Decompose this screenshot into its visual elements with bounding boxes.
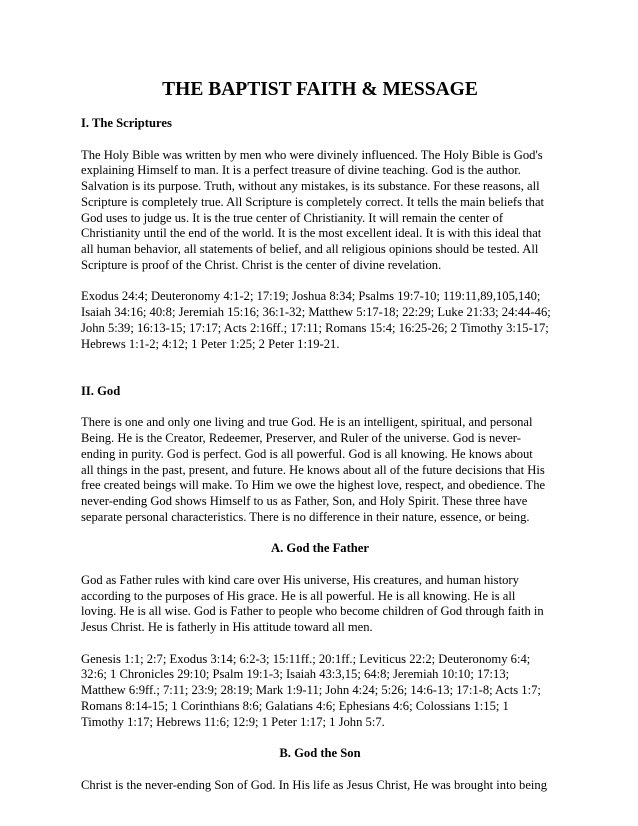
text-line: Timothy 1:17; Hebrews 11:6; 12:9; 1 Peter 1:17; 1 John 5:7. [81,714,385,729]
paragraph-god-the-father-body [81,573,559,636]
text-line: Exodus 24:4; Deuteronomy 4:1-2; 17:19; Joshua 8:34; Psalms 19:7-10; 119:11,89,105,140; [81,289,541,304]
text-line: John 5:39; 16:13-15; 17:17; Acts 2:16ff.; 17:11; Romans 15:4; 16:25-26; 2 Timothy 3:15-17; [81,320,549,335]
text-line: loving. He is all wise. God is Father to people who become children of God through faith in [81,604,544,619]
text-line: Scripture is completely true. All Scripture is completely correct. It tells the main beliefs that [81,194,545,209]
text-line: The Holy Bible was written by men who were divinely influenced. The Holy Bible is God's [81,147,543,162]
subsection-heading-god-the-father: A. God the Father [271,541,369,556]
text-line: Hebrews 1:1-2; 4:12; 1 Peter 1:25; 2 Peter 1:19-21. [81,336,340,351]
text-line: ending in purity. God is perfect. God is all powerful. God is all knowing. He knows about [81,446,533,461]
text-line: Salvation is its purpose. Truth, without any mistakes, is its substance. For these reasons, all [81,179,540,193]
text-line: separate personal characteristics. There is no difference in their nature, essence, or being. [81,509,530,524]
text-line: Scripture is proof of the Christ. Christ is the center of divine revelation. [81,257,442,272]
text-line: Genesis 1:1; 2:7; Exodus 3:14; 6:2-3; 15:11ff.; 20:1ff.; Leviticus 22:2; Deuteronomy 6:4; [81,651,531,666]
text-line: God as Father rules with kind care over His universe, His creatures, and human history [81,572,519,587]
text-line: Romans 8:14-15; 1 Corinthians 8:6; Galatians 4:6; Ephesians 4:6; Colossians 1:15; 1 [81,698,509,713]
text-line: never-ending God shows Himself to us as Father, Son, and Holy Spirit. These three have [81,494,528,508]
section-heading-scriptures: I. The Scriptures [81,116,172,130]
text-line: explaining Himself to man. It is a perfect treasure of divine teaching. God is the author. [81,163,521,178]
paragraph-scriptures-references [81,289,559,352]
paragraph-scriptures-body [81,148,559,274]
text-line: Jesus Christ. He is fatherly in His attitude toward all men. [81,620,373,634]
text-line: 32:6; 1 Chronicles 29:10; Psalm 19:1-3; Isaiah 43:3,15; 64:8; Jeremiah 10:10; 17:13; [81,667,510,682]
section-heading-god: II. God [81,383,121,398]
text-line: free created beings will make. To Him we owe the highest love, respect, and obedience. The [81,478,546,493]
text-line: Isaiah 34:16; 40:8; Jeremiah 15:16; 36:1-32; Matthew 5:17-18; 22:29; Luke 21:33; 24:44-46; [81,305,551,319]
text-line: all things in the past, present, and future. He knows about all of the future decisions that His [81,462,545,477]
text-line: Christianity until the end of the world. It is the most excellent ideal. It is with this ideal that [81,226,542,241]
paragraph-god-the-father-references [81,652,559,731]
paragraph-god-the-son-body [81,778,559,794]
text-line: God uses to judge us. It is the true center of Christianity. It will remain the center of [81,210,504,225]
text-line: Matthew 6:9ff.; 7:11; 23:9; 28:19; Mark 1:9-11; John 4:24; 5:26; 14:6-13; 17:1-8; Acts 1:7; [81,683,541,697]
document-page [81,78,559,793]
text-line: according to the purposes of His grace. He is all powerful. He is all knowing. He is all [81,588,516,603]
text-line: Being. He is the Creator, Redeemer, Preserver, and Ruler of the universe. God is never- [81,431,521,445]
text-line: all human behavior, all statements of belief, and all religious opinions should be tested. All [81,242,539,256]
paragraph-god-body [81,415,559,525]
text-line: Christ is the never-ending Son of God. In His life as Jesus Christ, He was brought into being [81,777,548,792]
subsection-heading-god-the-son: B. God the Son [279,746,361,760]
text-line: There is one and only one living and true God. He is an intelligent, spiritual, and personal [81,415,533,430]
document-title: THE BAPTIST FAITH & MESSAGE [162,79,478,100]
